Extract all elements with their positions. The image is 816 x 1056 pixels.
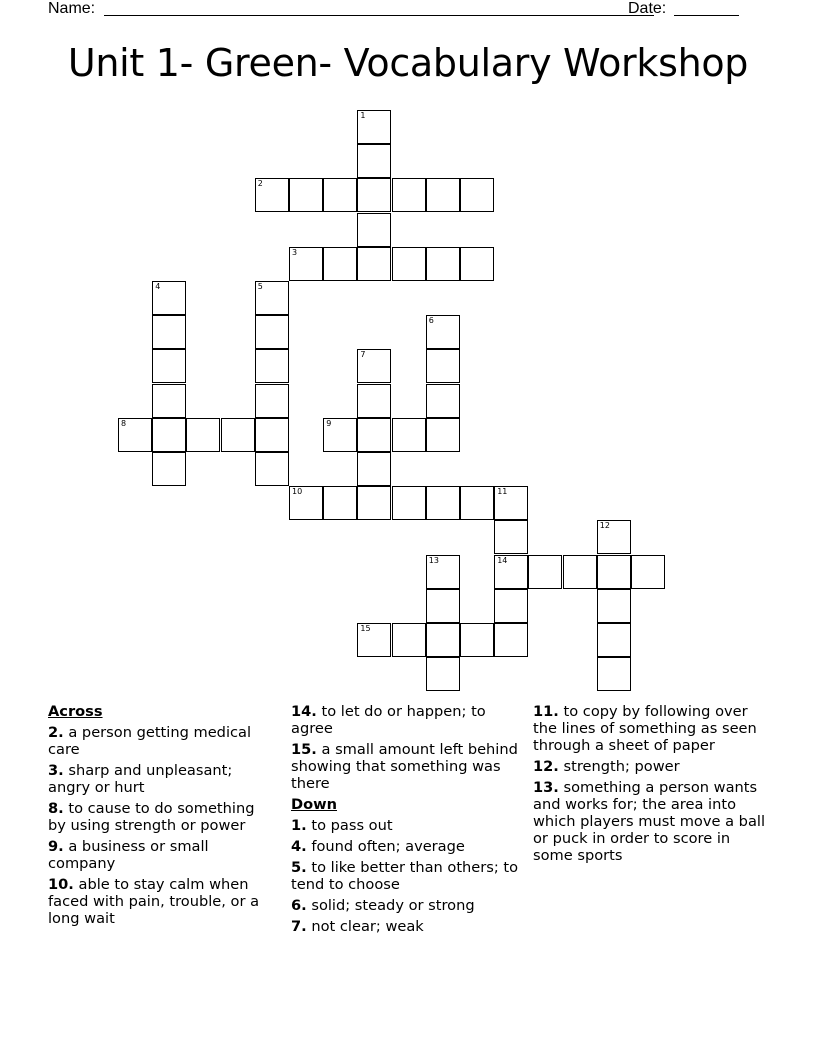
clue-across-15: 15. a small amount left behind showing that something was there xyxy=(291,741,518,792)
crossword-cell[interactable] xyxy=(255,452,289,486)
crossword-cell[interactable] xyxy=(460,178,494,212)
clue-across-14: 14. to let do or happen; to agree xyxy=(291,703,486,737)
crossword-cell[interactable] xyxy=(563,555,597,589)
crossword-cell[interactable] xyxy=(426,418,460,452)
crossword-cell[interactable] xyxy=(426,384,460,418)
crossword-cell-11[interactable] xyxy=(494,486,528,520)
crossword-cell[interactable] xyxy=(152,452,186,486)
crossword-cell[interactable] xyxy=(152,315,186,349)
clue-down-13: 13. something a person wants and works for; the area into which players must move a ball or puck in order to score in some sports xyxy=(533,779,765,864)
clue-number: 5 xyxy=(257,282,263,291)
crossword-cell[interactable] xyxy=(357,452,391,486)
crossword-cell-2[interactable] xyxy=(255,178,289,212)
crossword-cell[interactable] xyxy=(460,486,494,520)
crossword-cell[interactable] xyxy=(426,247,460,281)
crossword-cell-8[interactable] xyxy=(118,418,152,452)
clue-number: 3 xyxy=(292,247,298,257)
clue-down-5: 5. to like better than others; to tend to choose xyxy=(291,859,519,893)
down-heading: Down xyxy=(291,796,338,813)
crossword-cell[interactable] xyxy=(392,178,426,212)
clue-number: 12 xyxy=(599,521,610,531)
crossword-cell[interactable] xyxy=(494,589,528,623)
clues-column-2 xyxy=(291,703,519,939)
crossword-cell[interactable] xyxy=(357,144,391,178)
clue-number: 11 xyxy=(497,487,508,497)
crossword-cell[interactable] xyxy=(323,486,357,520)
clue-down-12: 12. strength; power xyxy=(533,758,680,775)
crossword-cell-5[interactable] xyxy=(255,281,289,315)
crossword-cell[interactable] xyxy=(152,349,186,383)
crossword-cell[interactable] xyxy=(357,418,391,452)
clue-across-9: 9. a business or small company xyxy=(48,838,209,872)
clue-down-7: 7. not clear; weak xyxy=(291,918,424,935)
crossword-cell[interactable] xyxy=(255,349,289,383)
crossword-cell[interactable] xyxy=(289,178,323,212)
clue-down-11: 11. to copy by following over the lines of something as seen through a sheet of paper xyxy=(533,703,757,754)
clue-down-1: 1. to pass out xyxy=(291,817,393,834)
crossword-cell-9[interactable] xyxy=(323,418,357,452)
crossword-cell[interactable] xyxy=(357,486,391,520)
clue-across-2: 2. a person getting medical care xyxy=(48,724,252,758)
crossword-cell[interactable] xyxy=(152,418,186,452)
crossword-cell-13[interactable] xyxy=(426,555,460,589)
crossword-cell[interactable] xyxy=(255,315,289,349)
crossword-cell[interactable] xyxy=(597,555,631,589)
crossword-cell[interactable] xyxy=(323,178,357,212)
name-label: Name: xyxy=(48,0,96,17)
crossword-cell-10[interactable] xyxy=(289,486,323,520)
crossword-cell-12[interactable] xyxy=(597,520,631,554)
crossword-cell[interactable] xyxy=(392,247,426,281)
crossword-cell-1[interactable] xyxy=(357,110,391,144)
crossword-cell[interactable] xyxy=(460,247,494,281)
crossword-cell-15[interactable] xyxy=(357,623,391,657)
clue-number: 7 xyxy=(360,350,366,360)
crossword-cell[interactable] xyxy=(392,623,426,657)
crossword-cell[interactable] xyxy=(255,418,289,452)
clue-number: 9 xyxy=(326,418,332,428)
crossword-cell[interactable] xyxy=(426,178,460,212)
crossword-cell[interactable] xyxy=(528,555,562,589)
crossword-cell-3[interactable] xyxy=(289,247,323,281)
clue-number: 6 xyxy=(428,316,434,326)
crossword-cell[interactable] xyxy=(597,657,631,691)
crossword-cell[interactable] xyxy=(392,418,426,452)
crossword-cell[interactable] xyxy=(597,589,631,623)
crossword-cell[interactable] xyxy=(426,657,460,691)
clue-across-8: 8. to cause to do something by using strength or power xyxy=(48,800,255,834)
date-label: Date: xyxy=(628,0,667,17)
crossword-cell-4[interactable] xyxy=(152,281,186,315)
crossword-cell[interactable] xyxy=(460,623,494,657)
crossword-cell[interactable] xyxy=(426,623,460,657)
crossword-cell[interactable] xyxy=(426,349,460,383)
across-heading: Across xyxy=(48,703,103,720)
clue-number: 15 xyxy=(360,624,371,633)
clue-number: 1 xyxy=(360,111,366,120)
clue-down-4: 4. found often; average xyxy=(291,838,465,855)
crossword-cell[interactable] xyxy=(426,589,460,623)
clues-column-1 xyxy=(48,703,276,931)
crossword-cell[interactable] xyxy=(357,247,391,281)
crossword-cell[interactable] xyxy=(186,418,220,452)
crossword-cell-6[interactable] xyxy=(426,315,460,349)
clue-down-6: 6. solid; steady or strong xyxy=(291,897,475,914)
crossword-cell[interactable] xyxy=(152,384,186,418)
crossword-cell[interactable] xyxy=(494,623,528,657)
clue-across-3: 3. sharp and unpleasant; angry or hurt xyxy=(48,762,233,796)
clue-number: 13 xyxy=(428,555,439,565)
clue-number: 10 xyxy=(292,487,303,497)
crossword-cell[interactable] xyxy=(597,623,631,657)
crossword-cell[interactable] xyxy=(255,384,289,418)
clue-number: 4 xyxy=(155,282,161,291)
clues-column-3 xyxy=(533,703,773,868)
crossword-cell[interactable] xyxy=(357,384,391,418)
crossword-cell[interactable] xyxy=(221,418,255,452)
crossword-cell-14[interactable] xyxy=(494,555,528,589)
clue-number: 2 xyxy=(257,179,263,189)
crossword-cell[interactable] xyxy=(494,520,528,554)
crossword-cell[interactable] xyxy=(426,486,460,520)
crossword-cell-7[interactable] xyxy=(357,349,391,383)
clue-number: 8 xyxy=(121,418,127,428)
crossword-cell[interactable] xyxy=(357,178,391,212)
crossword-cell[interactable] xyxy=(631,555,665,589)
clue-number: 14 xyxy=(497,555,508,565)
clue-across-10: 10. able to stay calm when faced with pain, trouble, or a long wait xyxy=(48,876,260,927)
crossword-cell[interactable] xyxy=(323,247,357,281)
page-title: Unit 1- Green- Vocabulary Workshop xyxy=(67,41,749,85)
crossword-cell[interactable] xyxy=(392,486,426,520)
crossword-cell[interactable] xyxy=(357,213,391,247)
